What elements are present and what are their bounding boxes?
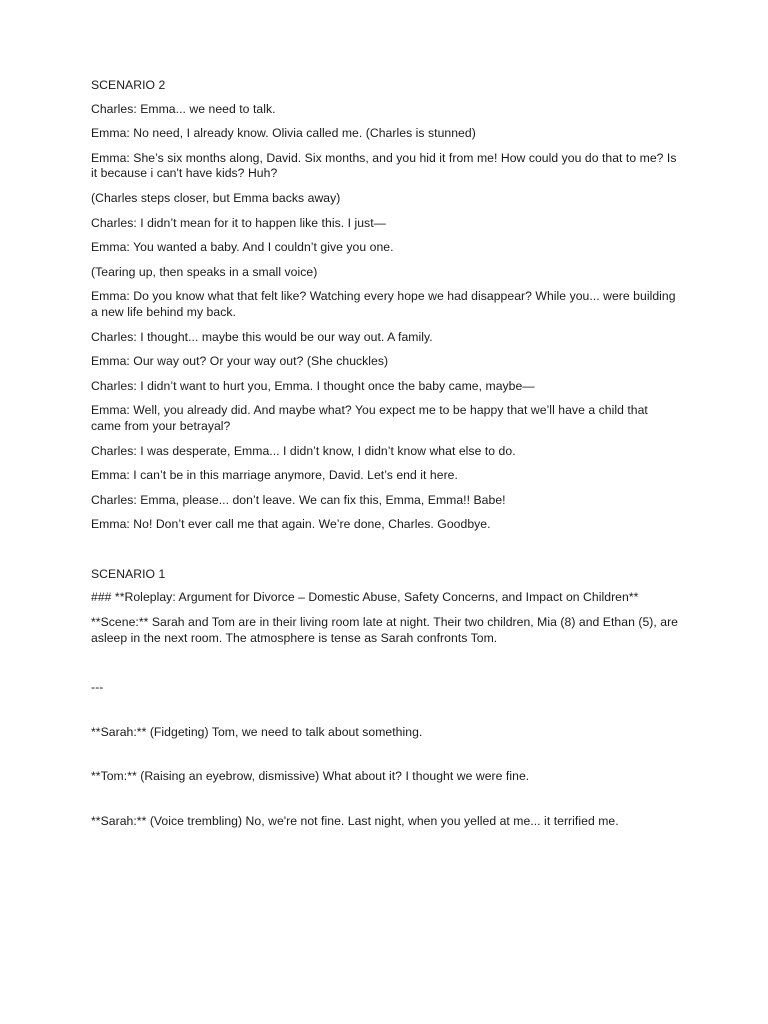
stage-direction: (Tearing up, then speaks in a small voice) [91, 264, 318, 279]
dialogue-line: **Tom:** (Raising an eyebrow, dismissive) What about it? I thought we were fine. [91, 769, 530, 784]
dialogue-line: Charles: I thought... maybe this would be our way out. A family. [91, 329, 433, 344]
spacer [91, 794, 681, 814]
dialogue-line: Charles: I didn’t want to hurt you, Emma. I thought once the baby came, maybe— [91, 378, 535, 393]
dialogue-line: Charles: I was desperate, Emma... I didn’t know, I didn’t know what else to do. [91, 443, 516, 458]
spacer [91, 749, 681, 769]
spacer [91, 705, 681, 725]
document-page [91, 78, 681, 839]
spacer [91, 655, 681, 680]
dialogue-line: Emma: No need, I already know. Olivia called me. (Charles is stunned) [91, 126, 476, 141]
separator: --- [91, 680, 104, 695]
dialogue-line: Emma: Well, you already did. And maybe what? You expect me to be happy that we’ll have a child that came from your betrayal? [91, 403, 652, 433]
scenario-2-heading: SCENARIO 2 [91, 78, 166, 92]
spacer [91, 542, 681, 567]
dialogue-line: Charles: Emma... we need to talk. [91, 101, 276, 116]
dialogue-line: Emma: No! Don’t ever call me that again. We’re done, Charles. Goodbye. [91, 517, 491, 532]
dialogue-line: **Sarah:** (Fidgeting) Tom, we need to talk about something. [91, 724, 423, 739]
dialogue-line: Charles: I didn’t mean for it to happen like this. I just— [91, 215, 386, 230]
dialogue-line: Emma: You wanted a baby. And I couldn’t give you one. [91, 240, 394, 255]
scenario-1-heading: SCENARIO 1 [91, 566, 166, 581]
dialogue-line: Emma: I can’t be in this marriage anymore, David. Let’s end it here. [91, 468, 458, 483]
dialogue-line: Emma: She’s six months along, David. Six months, and you hid it from me! How could you do that to me? Is it because i can't have kids? Huh? [91, 150, 680, 181]
scene-description: **Scene:** Sarah and Tom are in their living room late at night. Their two children, Mia (8) and Ethan (5), are asleep in the next room. The atmosphere is tense as Sarah confronts Tom. [91, 615, 682, 645]
dialogue-line: Emma: Our way out? Or your way out? (She chuckles) [91, 354, 389, 369]
stage-direction: (Charles steps closer, but Emma backs away) [91, 190, 341, 205]
roleplay-title: ### **Roleplay: Argument for Divorce – Domestic Abuse, Safety Concerns, and Impact on Children** [91, 590, 639, 605]
dialogue-line: Charles: Emma, please... don’t leave. We can fix this, Emma, Emma!! Babe! [91, 492, 506, 507]
dialogue-line: **Sarah:** (Voice trembling) No, we're not fine. Last night, when you yelled at me... it terrified me. [91, 814, 619, 829]
dialogue-line: Emma: Do you know what that felt like? Watching every hope we had disappear? While you... were building a new life behind my back. [91, 289, 680, 319]
